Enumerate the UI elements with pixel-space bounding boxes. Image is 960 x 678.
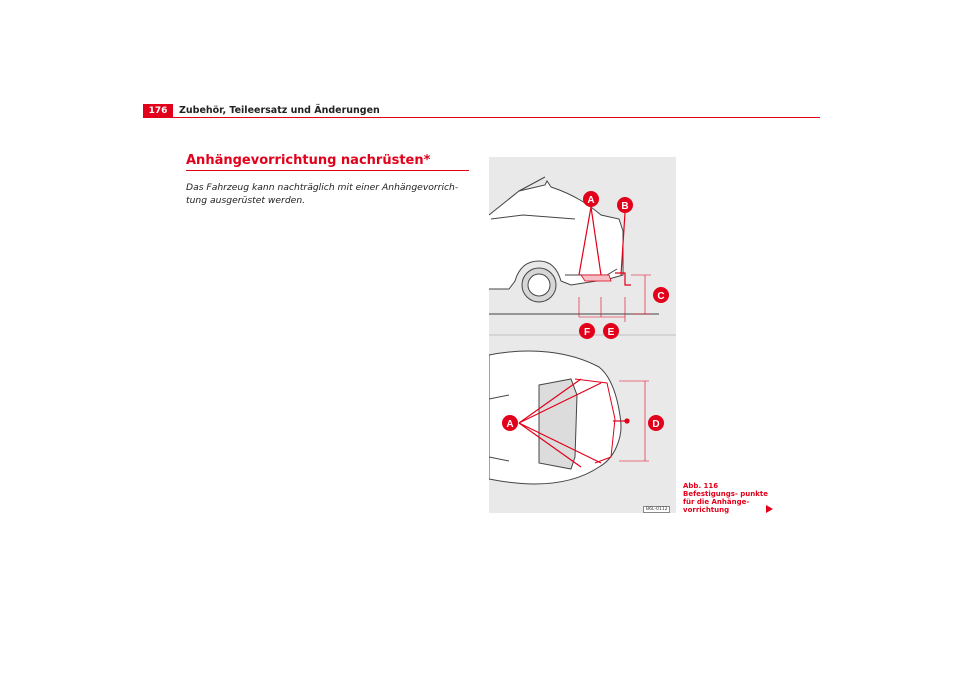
label-b: B	[621, 201, 629, 212]
page-number: 176	[143, 104, 173, 118]
intro-text: Das Fahrzeug kann nachträglich mit einer Anhängevorrich- tung ausgerüstet werden.	[186, 182, 459, 206]
side-view-car	[489, 177, 659, 314]
header-rule	[173, 117, 820, 118]
section-title: Anhängevorrichtung nachrüsten*	[186, 153, 431, 168]
car-diagram	[489, 157, 676, 513]
label-e: E	[607, 327, 615, 338]
label-d: D	[652, 419, 660, 430]
chapter-title: Zubehör, Teileersatz und Änderungen	[179, 105, 380, 116]
figure-caption: Abb. 116 Befestigungs- punkte für die Anhänge- vorrichtung	[683, 482, 769, 514]
continue-arrow-icon	[766, 505, 773, 513]
label-a-side: A	[587, 195, 595, 206]
figure-id: B6L-0112	[643, 506, 670, 513]
label-a-top: A	[506, 419, 514, 430]
tow-hitch-figure	[489, 157, 676, 513]
label-f: F	[583, 327, 591, 338]
label-c: C	[657, 291, 665, 302]
section-rule	[186, 170, 469, 171]
